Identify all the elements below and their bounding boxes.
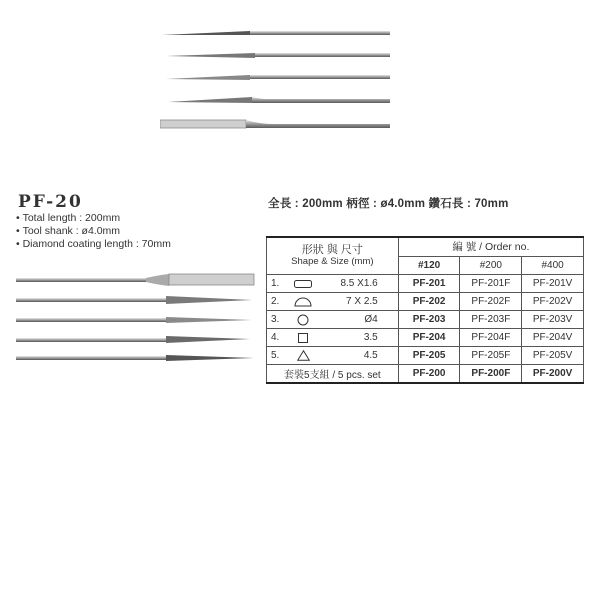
product-model-title: PF-20 — [18, 192, 83, 212]
shape-size-header-zh: 形狀 與 尺寸 — [301, 244, 363, 256]
order-code-120: PF-203 — [398, 311, 460, 329]
order-table — [266, 236, 584, 384]
order-code-120: PF-201 — [398, 275, 460, 293]
shape-size: 3.5 — [363, 332, 378, 343]
triangle-file-image — [162, 31, 390, 35]
spec-header-chinese: 全長 : 200mm 柄徑 : ø4.0mm 鑽石長 : 70mm — [268, 198, 509, 210]
order-code-400: PF-204V — [522, 329, 584, 347]
order-code-120: PF-204 — [398, 329, 460, 347]
shape-size: 7 X 2.5 — [346, 296, 378, 307]
shape-size-header — [267, 237, 399, 275]
half-round-file-image — [168, 97, 390, 103]
set-code-120: PF-200 — [398, 365, 460, 384]
table-row — [267, 311, 584, 329]
tool-set-illustration-side — [14, 268, 259, 368]
order-code-200: PF-205F — [460, 347, 522, 365]
spec-total-length: • Total length : 200mm — [16, 212, 171, 225]
flat-file-image — [160, 120, 390, 128]
shape-size: 4.5 — [363, 350, 378, 361]
flat-icon — [289, 280, 317, 288]
order-code-400: PF-203V — [522, 311, 584, 329]
tool-set-illustration-top — [160, 20, 395, 140]
spec-coating-length: • Diamond coating length : 70mm — [16, 238, 171, 251]
square-file-image — [16, 336, 250, 343]
order-code-200: PF-203F — [460, 311, 522, 329]
order-code-200: PF-202F — [460, 293, 522, 311]
order-code-400: PF-202V — [522, 293, 584, 311]
round-file-image — [166, 75, 390, 80]
grit-header-400: #400 — [522, 256, 584, 275]
table-row — [267, 347, 584, 365]
order-code-200: PF-201F — [460, 275, 522, 293]
order-code-400: PF-205V — [522, 347, 584, 365]
set-code-400: PF-200V — [522, 365, 584, 384]
row-number: 4. — [271, 332, 280, 343]
row-number: 5. — [271, 350, 280, 361]
order-code-120: PF-202 — [398, 293, 460, 311]
grit-header-200: #200 — [460, 256, 522, 275]
table-row — [267, 293, 584, 311]
set-row — [267, 365, 584, 384]
triangle-file-image — [16, 355, 254, 361]
spec-tool-shank: • Tool shank : ø4.0mm — [16, 225, 171, 238]
grit-header-120: #120 — [398, 256, 460, 275]
half-round-file-image — [16, 296, 252, 304]
flat-file-image — [16, 274, 254, 286]
row-number: 3. — [271, 314, 280, 325]
shape-size-header-en: Shape & Size (mm) — [291, 256, 374, 267]
order-code-400: PF-201V — [522, 275, 584, 293]
round-icon — [289, 314, 317, 326]
table-row — [267, 275, 584, 293]
row-number: 1. — [271, 278, 280, 289]
row-number: 2. — [271, 296, 280, 307]
shape-size: 8.5 X1.6 — [340, 278, 378, 289]
set-label: 套裝5支組 / 5 pcs. set — [267, 365, 399, 384]
square-icon — [289, 333, 317, 343]
half-round-icon — [289, 297, 317, 307]
order-code-200: PF-204F — [460, 329, 522, 347]
table-row — [267, 329, 584, 347]
order-no-header: 編 號 / Order no. — [398, 237, 583, 256]
square-file-image — [166, 53, 390, 58]
triangle-icon — [289, 350, 317, 361]
round-file-image — [16, 317, 252, 323]
spec-list — [16, 212, 171, 251]
shape-size: Ø4 — [364, 314, 378, 325]
order-code-120: PF-205 — [398, 347, 460, 365]
set-code-200: PF-200F — [460, 365, 522, 384]
